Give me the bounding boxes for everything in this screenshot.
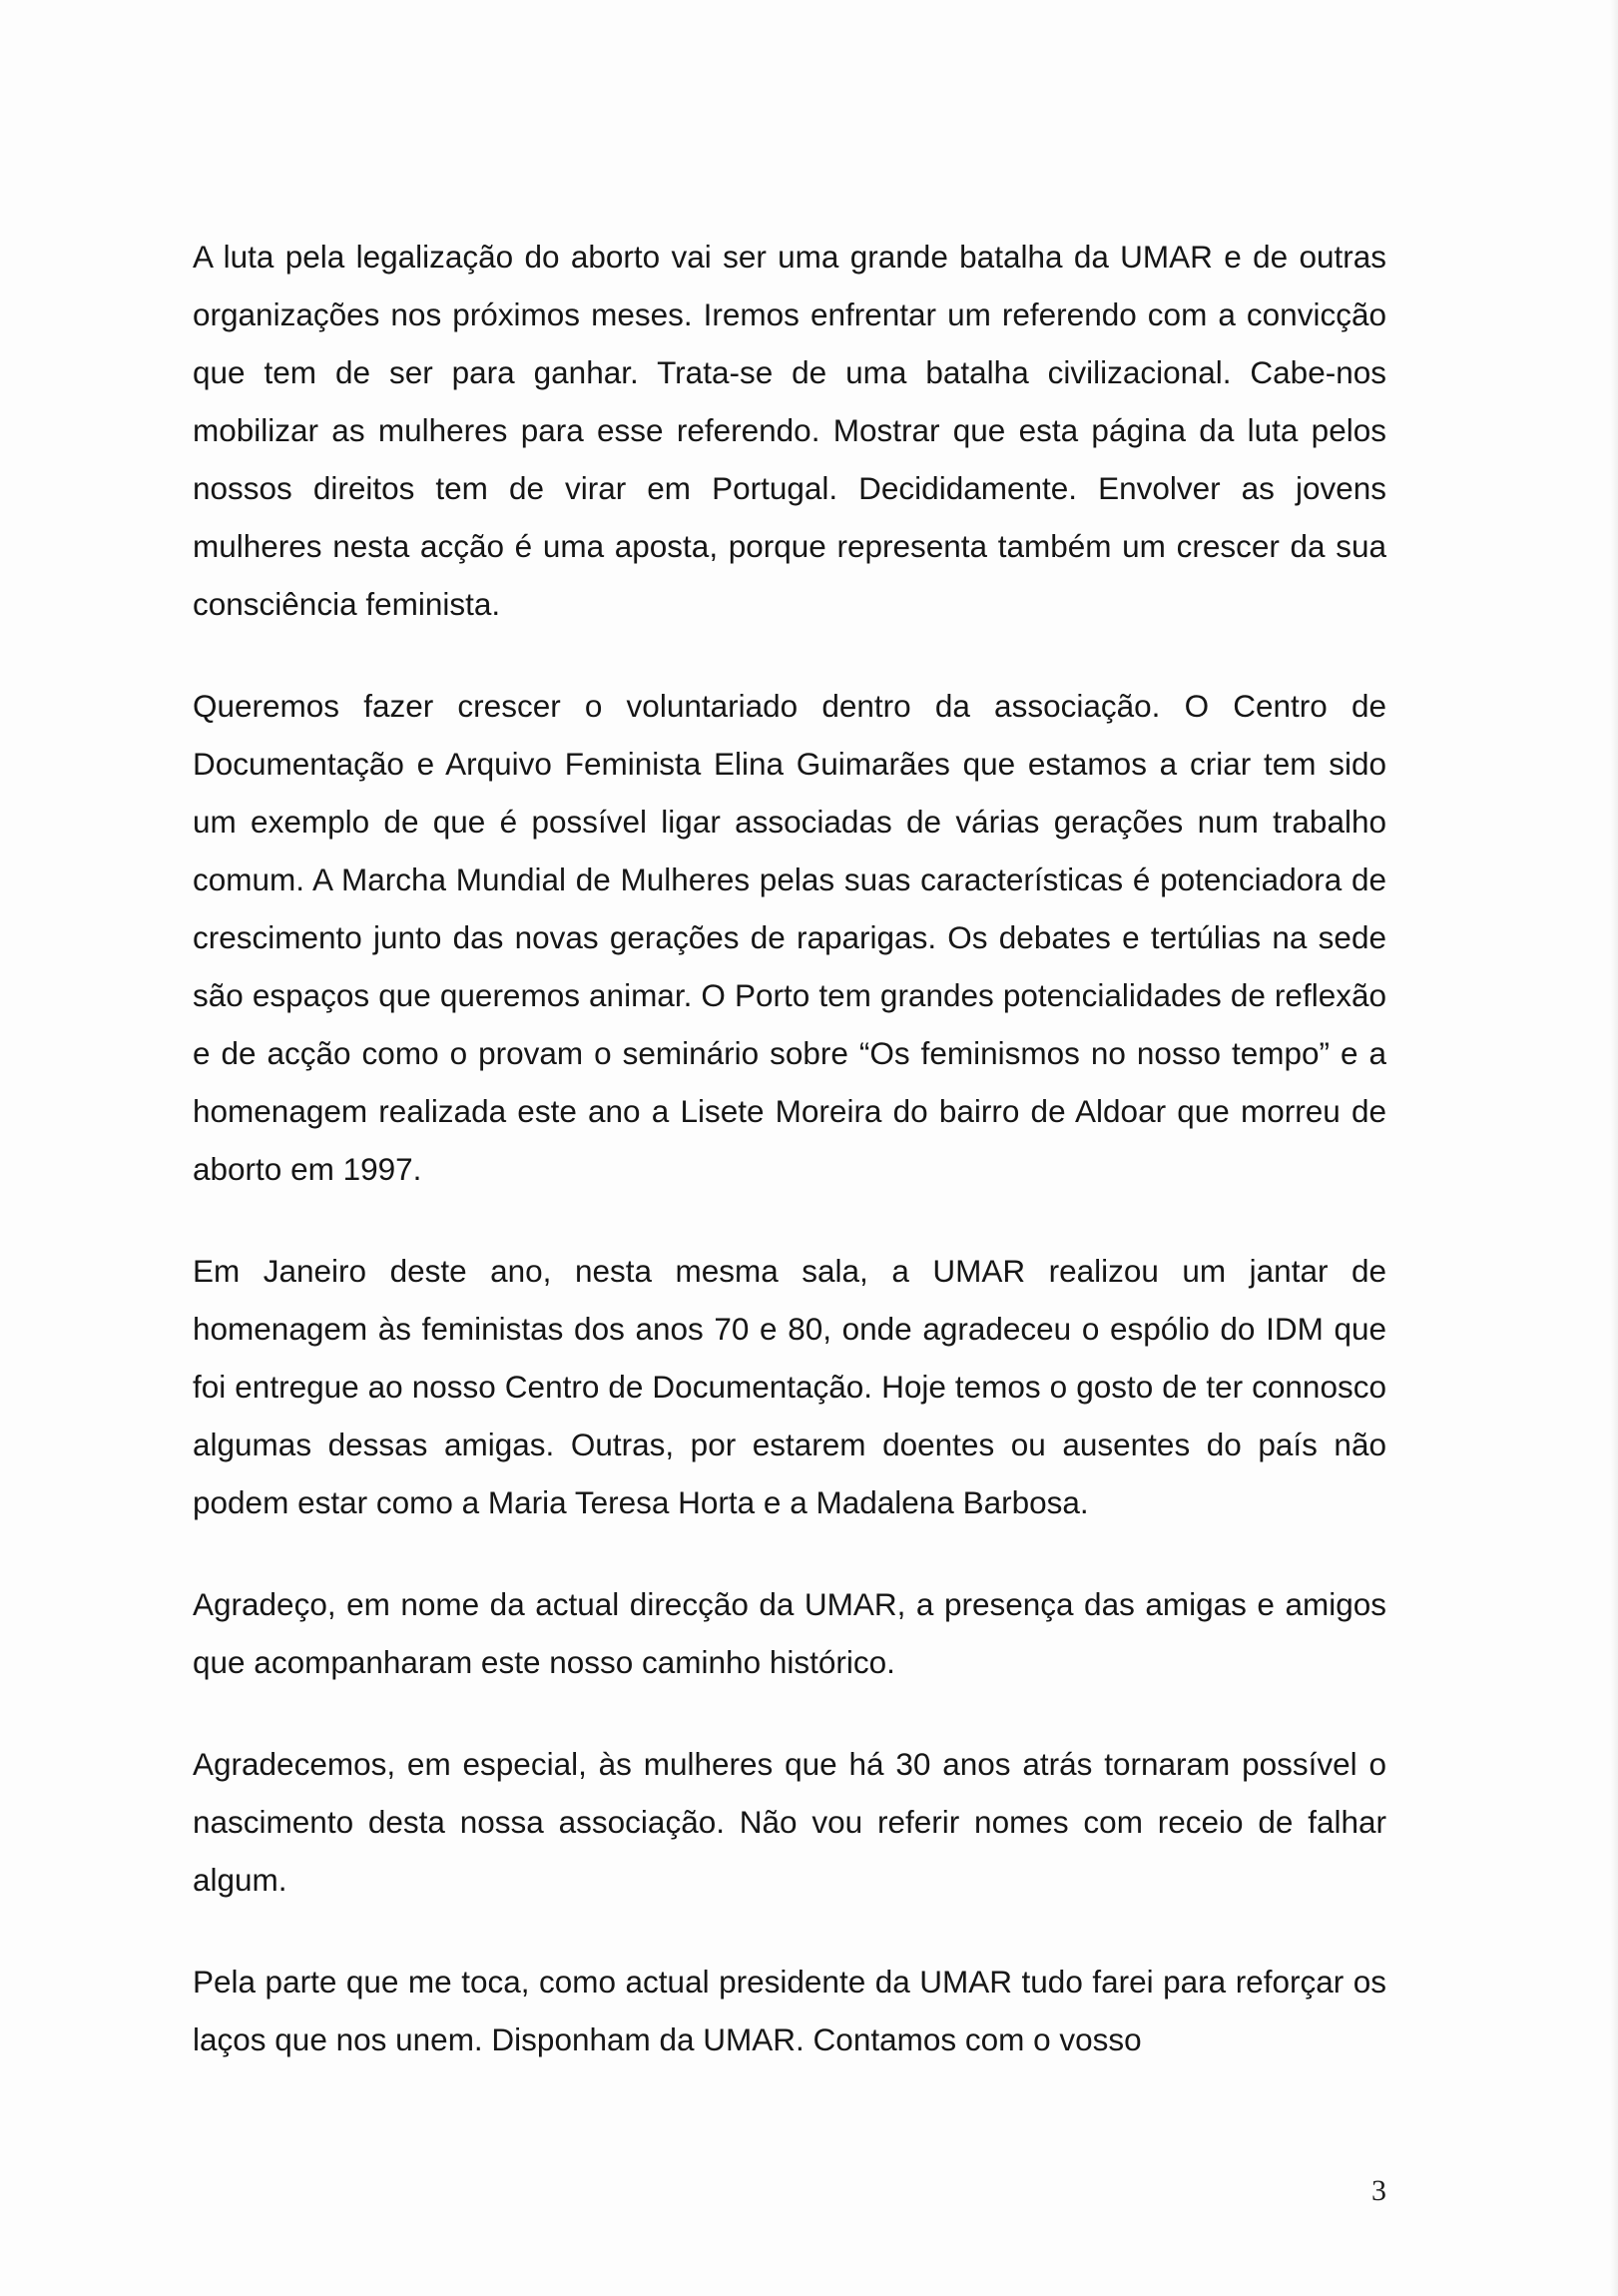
scan-edge-shadow <box>1610 0 1618 2296</box>
document-body <box>193 228 1386 2068</box>
paragraph-thanks-direction: Agradeço, em nome da actual direcção da UMAR, a presença das amigas e amigos que acompanharam este nosso caminho histórico. <box>193 1586 1386 1680</box>
paragraph-january-dinner: Em Janeiro deste ano, nesta mesma sala, a UMAR realizou um jantar de homenagem às feministas dos anos 70 e 80, onde agradeceu o espólio do IDM que foi entregue ao nosso Centro de Documentação. Hoje temos o gosto de ter connosco algumas dessas amigas. Outras, por estarem doentes ou ausentes do país não podem estar como a Maria Teresa Horta e a Madalena Barbosa. <box>193 1253 1386 1520</box>
paragraph-thanks-founders: Agradecemos, em especial, às mulheres que há 30 anos atrás tornaram possível o nascimento desta nossa associação. Não vou referir nomes com receio de falhar algum. <box>193 1746 1386 1898</box>
paragraph-volunteering: Queremos fazer crescer o voluntariado dentro da associação. O Centro de Documentação e Arquivo Feminista Elina Guimarães que estamos a criar tem sido um exemplo de que é possível ligar associadas de várias gerações num trabalho comum. A Marcha Mundial de Mulheres pelas suas características é potenciadora de crescimento junto das novas gerações de raparigas. Os debates e tertúlias na sede são espaços que queremos animar. O Porto tem grandes potencialidades de reflexão e de acção como o provam o seminário sobre “Os feminismos no nosso tempo” e a homenagem realizada este ano a Lisete Moreira do bairro de Aldoar que morreu de aborto em 1997. <box>193 688 1386 1187</box>
page-number: 3 <box>1371 2174 1386 2207</box>
paragraph-president: Pela parte que me toca, como actual presidente da UMAR tudo farei para reforçar os laços que nos unem. Disponham da UMAR. Contamos com o vosso <box>193 1964 1386 2057</box>
paragraph-abortion-referendum: A luta pela legalização do aborto vai ser uma grande batalha da UMAR e de outras organizações nos próximos meses. Iremos enfrentar um referendo com a convicção que tem de ser para ganhar. Trata-se de uma batalha civilizacional. Cabe-nos mobilizar as mulheres para esse referendo. Mostrar que esta página da luta pelos nossos direitos tem de virar em Portugal. Decididamente. Envolver as jovens mulheres nesta acção é uma aposta, porque representa também um crescer da sua consciência feminista. <box>193 239 1386 622</box>
